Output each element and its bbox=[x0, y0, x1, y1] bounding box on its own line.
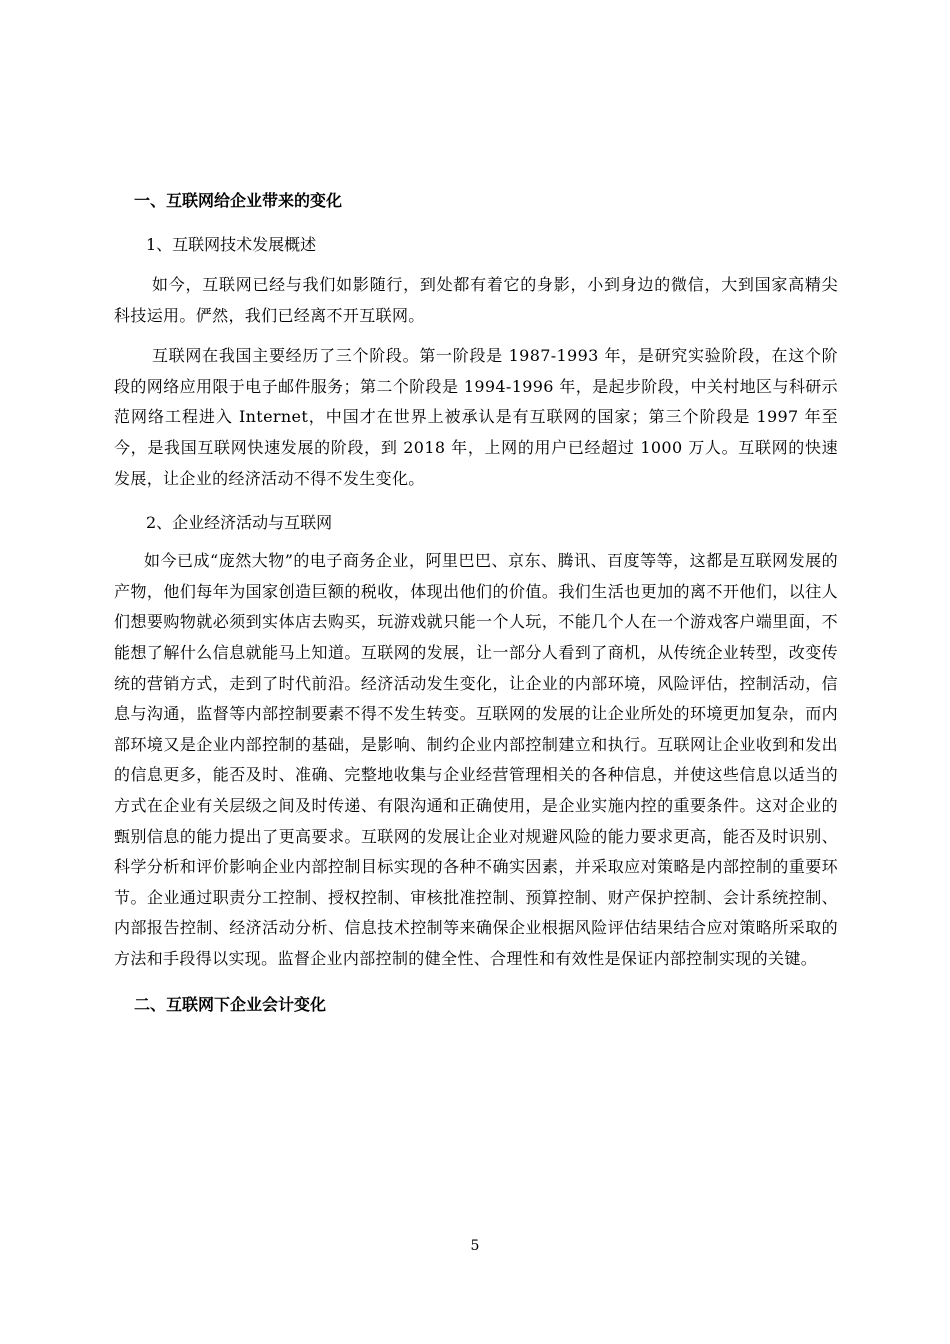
section-heading-1: 一、互联网给企业带来的变化 bbox=[134, 191, 343, 210]
subsection-heading-1-2: 2、企业经济活动与互联网 bbox=[146, 513, 333, 533]
page-body bbox=[114, 186, 838, 1020]
paragraph-internet-stages: 互联网在我国主要经历了三个阶段。第一阶段是 1987-1993 年，是研究实验阶段，在这个阶段的网络应用限于电子邮件服务；第二个阶段是 1994-1996 年，是起步阶段，中关村地区与科研示范网络工程进入 Internet，中国才在世界上被承认是有互联网的国家；第三个阶段是 1997 年至今，是我国互联网快速发展的阶段，到 2018 年，上网的用户已经超过 1000 万人。互联网的快速发展，让企业的经济活动不得不发生变化。 bbox=[114, 346, 838, 488]
paragraph-economic-activity: 如今已成“庞然大物”的电子商务企业，阿里巴巴、京东、腾讯、百度等等，这都是互联网发展的产物，他们每年为国家创造巨额的税收，体现出他们的价值。我们生活也更加的离不开他们，以往人们想要购物就必须到实体店去购买，玩游戏就只能一个人玩，不能几个人在一个游戏客户端里面，不能想了解什么信息就能马上知道。互联网的发展，让一部分人看到了商机，从传统企业转型，改变传统的营销方式，走到了时代前沿。经济活动发生变化，让企业的内部环境，风险评估，控制活动，信息与沟通，监督等内部控制要素不得不发生转变。互联网的发展的让企业所处的环境更加复杂，而内部环境又是企业内部控制的基础，是影响、制约企业内部控制建立和执行。互联网让企业收到和发出的信息更多，能否及时、准确、完整地收集与企业经营管理相关的各种信息，并使这些信息以适当的方式在企业有关层级之间及时传递、有限沟通和正确使用，是企业实施内控的重要条件。这对企业的甄别信息的能力提出了更高要求。互联网的发展让企业对规避风险的能力要求更高，能否及时识别、科学分析和评价影响企业内部控制目标实现的各种不确实因素，并采取应对策略是内部控制的重要环节。企业通过职责分工控制、授权控制、审核批准控制、预算控制、财产保护控制、会计系统控制、内部报告控制、经济活动分析、信息技术控制等来确保企业根据风险评估结果结合应对策略所采取的方法和手段得以实现。监督企业内部控制的健全性、合理性和有效性是保证内部控制实现的关键。 bbox=[114, 551, 838, 968]
paragraph-internet-ubiquity: 如今，互联网已经与我们如影随行，到处都有着它的身影，小到身边的微信，大到国家高精尖科技运用。俨然，我们已经离不开互联网。 bbox=[114, 275, 838, 325]
section-heading-2: 二、互联网下企业会计变化 bbox=[134, 995, 327, 1015]
page-number: 5 bbox=[470, 1238, 480, 1254]
subsection-heading-1-1: 1、互联网技术发展概述 bbox=[146, 235, 317, 254]
